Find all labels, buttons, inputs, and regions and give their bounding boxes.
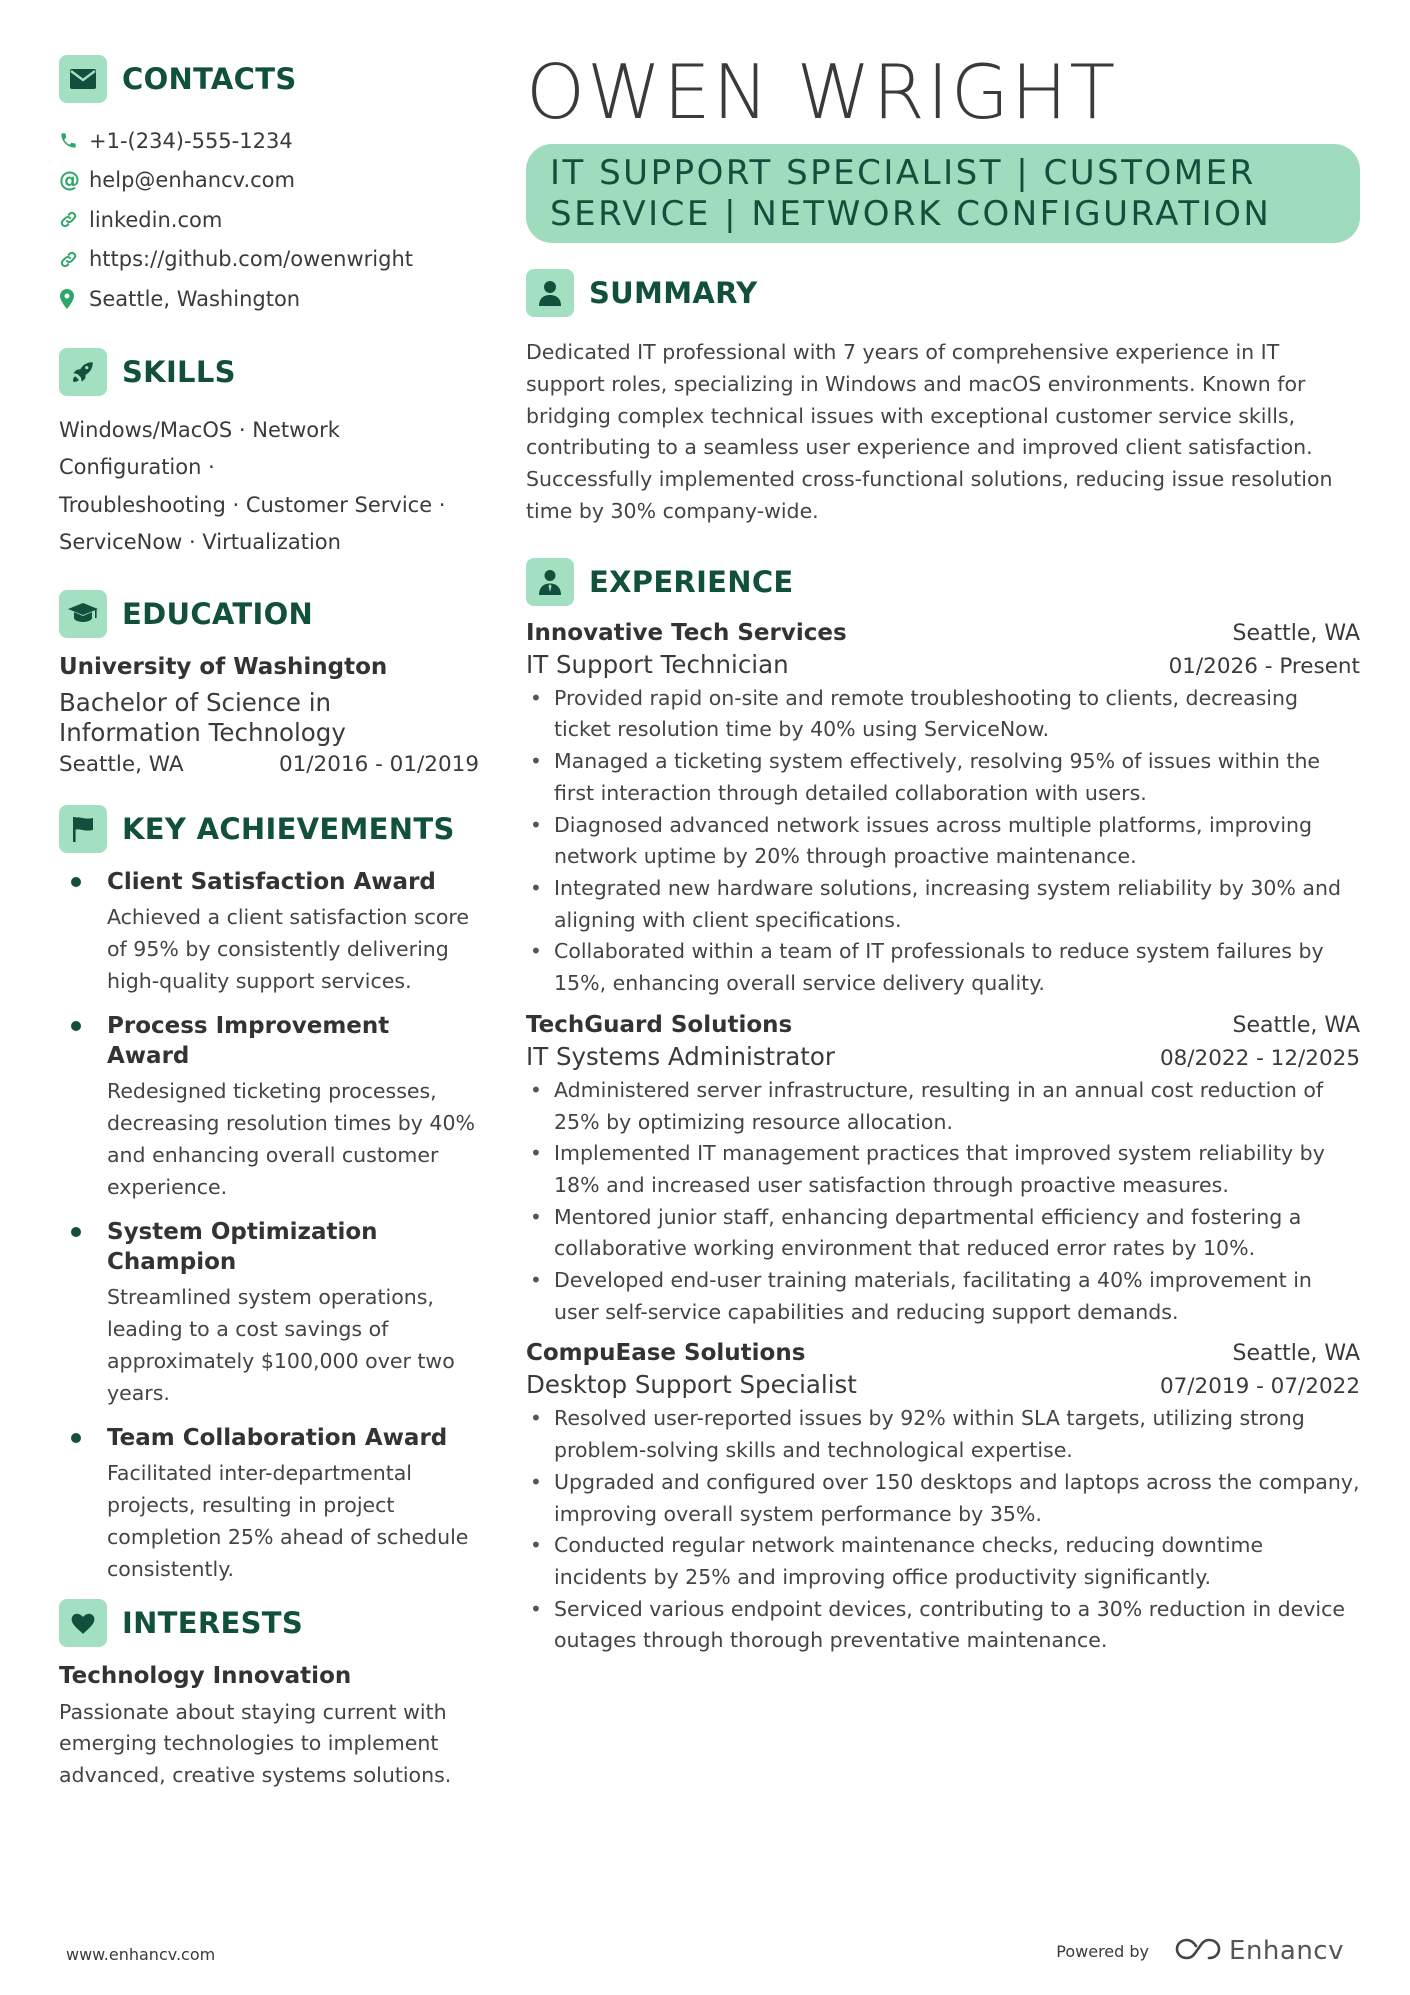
skills-header bbox=[59, 348, 479, 396]
phone-icon bbox=[59, 131, 89, 150]
job-header bbox=[526, 1340, 1360, 1366]
summary-header bbox=[526, 269, 1360, 317]
job-bullet: • Collaborated within a team of IT professionals to reduce system failures by 15%, enhancing overall service delivery quality. bbox=[526, 936, 1360, 999]
at-sign-icon: @ bbox=[59, 168, 80, 193]
section-title: KEY ACHIEVEMENTS bbox=[122, 811, 455, 846]
section-title: EXPERIENCE bbox=[589, 564, 794, 599]
interest-desc: Passionate about staying current with emerging technologies to implement advanced, creative systems solutions. bbox=[59, 1699, 452, 1787]
job-header bbox=[526, 620, 1360, 646]
job-bullets bbox=[526, 1075, 1360, 1329]
contacts-header bbox=[59, 55, 479, 103]
education-degree: Bachelor of Science in Information Technology bbox=[59, 687, 346, 747]
powered-by-text: Powered by bbox=[1056, 1941, 1150, 1961]
education-section bbox=[59, 590, 479, 777]
job-bullet: • Serviced various endpoint devices, contributing to a 30% reduction in device outages through thorough preventative maintenance. bbox=[526, 1594, 1360, 1657]
job-title: Desktop Support Specialist bbox=[526, 1370, 857, 1400]
summary-text: Dedicated IT professional with 7 years of comprehensive experience in IT support roles, specializing in Windows and macOS environments. Known for bridging complex technical issues with exceptional customer service skills, contributing to a seamless user experience and improved client satisfaction. Successfully implemented cross-functional solutions, reducing issue resolution time by 30% company-wide. bbox=[526, 340, 1333, 523]
achievement-desc: Achieved a client satisfaction score of 95% by consistently delivering high-quality support services. bbox=[107, 904, 469, 993]
achievement-title: Team Collaboration Award bbox=[107, 1424, 448, 1451]
job-company: CompuEase Solutions bbox=[526, 1340, 806, 1367]
contacts-section bbox=[59, 55, 479, 319]
section-title: SUMMARY bbox=[589, 276, 758, 310]
skills-list bbox=[59, 412, 479, 562]
job-dates: 07/2019 - 07/2022 bbox=[1159, 1374, 1360, 1400]
interests-section bbox=[59, 1599, 479, 1792]
enhancv-logo-icon bbox=[1175, 1937, 1221, 1965]
interests-header bbox=[59, 1599, 479, 1647]
bullet-dot bbox=[71, 877, 81, 887]
achievement-item bbox=[59, 1217, 479, 1409]
section-title: CONTACTS bbox=[122, 62, 297, 96]
skills-section bbox=[59, 348, 479, 562]
job-bullets bbox=[526, 1403, 1360, 1657]
contact-linkedin bbox=[59, 200, 479, 240]
contact-github bbox=[59, 240, 479, 280]
footer-website[interactable]: www.enhancv.com bbox=[66, 1945, 216, 1964]
job-bullet: • Managed a ticketing system effectively, resolving 95% of issues within the first interaction through detailed collaboration with users. bbox=[526, 746, 1360, 809]
candidate-name: OWEN WRIGHT bbox=[526, 48, 1118, 136]
achievement-item bbox=[59, 1011, 479, 1203]
phone-text: +1-(234)-555-1234 bbox=[89, 128, 293, 153]
experience-header bbox=[526, 558, 1360, 606]
education-dates: 01/2016 - 01/2019 bbox=[278, 751, 479, 777]
section-title: EDUCATION bbox=[122, 596, 314, 631]
job-bullets bbox=[526, 683, 1360, 1000]
heart-icon bbox=[59, 1599, 107, 1647]
education-school: University of Washington bbox=[59, 653, 388, 680]
job-bullet: • Implemented IT management practices that improved system reliability by 18% and increased user satisfaction through proactive measures. bbox=[526, 1138, 1360, 1201]
job-company: TechGuard Solutions bbox=[526, 1011, 793, 1038]
achievement-desc: Redesigned ticketing processes, decreasing resolution times by 40% and enhancing overall customer experience. bbox=[107, 1078, 475, 1199]
job-location: Seattle, WA bbox=[1232, 1012, 1360, 1038]
job-bullet: • Diagnosed advanced network issues across multiple platforms, improving network uptime by 20% through proactive maintenance. bbox=[526, 810, 1360, 873]
job-entry bbox=[526, 1012, 1360, 1329]
bullet-dot bbox=[71, 1021, 81, 1031]
contact-email bbox=[59, 161, 479, 201]
enhancv-brand-text[interactable]: Enhancv bbox=[1229, 1936, 1344, 1966]
job-title: IT Systems Administrator bbox=[526, 1041, 835, 1071]
contact-phone bbox=[59, 121, 479, 161]
section-title: SKILLS bbox=[122, 354, 236, 389]
interest-title: Technology Innovation bbox=[59, 1662, 352, 1689]
job-entry bbox=[526, 620, 1360, 1000]
skills-line: ServiceNow · Virtualization bbox=[59, 530, 341, 554]
location-text: Seattle, Washington bbox=[89, 286, 301, 311]
achievement-title: Process Improvement Award bbox=[107, 1012, 390, 1069]
achievements-section bbox=[59, 805, 479, 1585]
person-icon bbox=[526, 269, 574, 317]
job-dates: 08/2022 - 12/2025 bbox=[1159, 1045, 1360, 1071]
graduation-cap-icon bbox=[59, 590, 107, 638]
job-location: Seattle, WA bbox=[1232, 620, 1360, 646]
contact-list bbox=[59, 121, 479, 319]
education-header bbox=[59, 590, 479, 638]
job-header bbox=[526, 1012, 1360, 1038]
footer-branding bbox=[1056, 1936, 1344, 1966]
skills-line: Troubleshooting · Customer Service · bbox=[59, 492, 446, 517]
linkedin-link[interactable]: linkedin.com bbox=[89, 207, 223, 232]
job-bullet: • Conducted regular network maintenance checks, reducing downtime incidents by 25% and improving office productivity significantly. bbox=[526, 1530, 1360, 1593]
job-subheader bbox=[526, 1042, 1360, 1071]
skills-line: Windows/MacOS · Network Configuration · bbox=[59, 417, 340, 479]
achievement-item bbox=[59, 1423, 479, 1585]
achievements-header bbox=[59, 805, 479, 853]
rocket-icon bbox=[59, 348, 107, 396]
job-bullet: • Integrated new hardware solutions, increasing system reliability by 30% and aligning with client specifications. bbox=[526, 873, 1360, 936]
job-entry bbox=[526, 1340, 1360, 1657]
bullet-dot bbox=[71, 1433, 81, 1443]
achievements-list bbox=[59, 867, 479, 1585]
job-bullet: • Provided rapid on-site and remote troubleshooting to clients, decreasing ticket resolution time by 40% using ServiceNow. bbox=[526, 683, 1360, 746]
achievement-desc: Facilitated inter-departmental projects, resulting in project completion 25% ahead of schedule consistently. bbox=[107, 1460, 469, 1581]
achievement-title: Client Satisfaction Award bbox=[107, 868, 436, 895]
briefcase-person-icon bbox=[526, 558, 574, 606]
job-subheader bbox=[526, 650, 1360, 679]
email-link[interactable]: help@enhancv.com bbox=[89, 168, 295, 193]
job-bullet: • Mentored junior staff, enhancing departmental efficiency and fostering a collaborative working environment that reduced error rates by 10%. bbox=[526, 1202, 1360, 1265]
link-icon bbox=[59, 250, 89, 269]
job-bullet: • Developed end-user training materials, facilitating a 40% improvement in user self-service capabilities and reducing support demands. bbox=[526, 1265, 1360, 1328]
job-subheader bbox=[526, 1370, 1360, 1399]
flag-icon bbox=[59, 805, 107, 853]
job-location: Seattle, WA bbox=[1232, 1341, 1360, 1367]
job-title: IT Support Technician bbox=[526, 649, 789, 679]
map-pin-icon bbox=[59, 289, 89, 309]
right-column bbox=[526, 50, 1360, 1657]
section-title: INTERESTS bbox=[122, 1605, 304, 1640]
bullet-dot bbox=[71, 1227, 81, 1237]
job-bullet: • Resolved user-reported issues by 92% within SLA targets, utilizing strong problem-solving skills and technological expertise. bbox=[526, 1403, 1360, 1466]
summary-section bbox=[526, 269, 1360, 528]
achievement-title: System Optimization Champion bbox=[107, 1218, 378, 1275]
education-meta bbox=[59, 752, 479, 777]
envelope-icon bbox=[59, 55, 107, 103]
job-bullet: • Upgraded and configured over 150 desktops and laptops across the company, improving overall system performance by 35%. bbox=[526, 1467, 1360, 1530]
education-location: Seattle, WA bbox=[59, 751, 184, 777]
github-link[interactable]: https://github.com/owenwright bbox=[89, 247, 413, 272]
left-column bbox=[59, 55, 479, 1791]
achievement-item bbox=[59, 867, 479, 997]
job-dates: 01/2026 - Present bbox=[1168, 653, 1360, 679]
contact-location bbox=[59, 279, 479, 319]
link-icon bbox=[59, 210, 89, 229]
role-banner: IT SUPPORT SPECIALIST | CUSTOMER SERVICE | NETWORK CONFIGURATION bbox=[526, 144, 1360, 243]
job-company: Innovative Tech Services bbox=[526, 619, 847, 646]
experience-section bbox=[526, 558, 1360, 1657]
achievement-desc: Streamlined system operations, leading to a cost savings of approximately $100,000 over two years. bbox=[107, 1284, 455, 1405]
job-bullet: • Administered server infrastructure, resulting in an annual cost reduction of 25% by optimizing resource allocation. bbox=[526, 1075, 1360, 1138]
